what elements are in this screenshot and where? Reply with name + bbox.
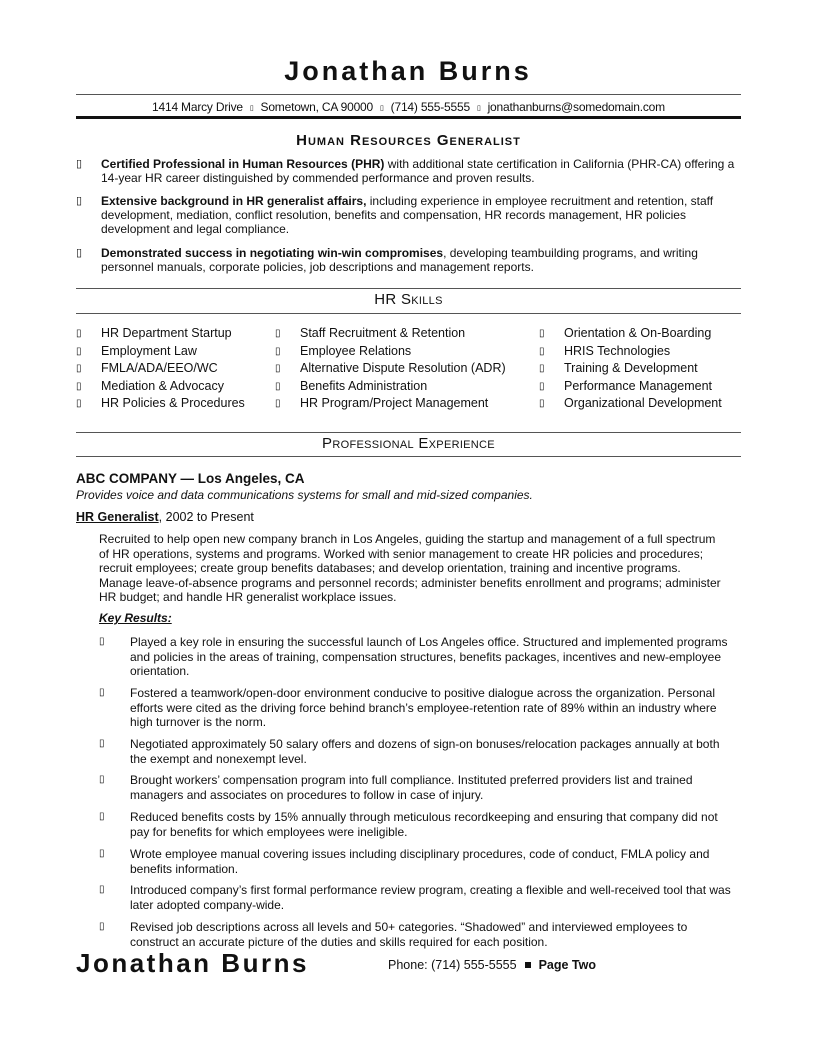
job-title: HR Generalist [76,510,159,524]
bullet-icon: ▯ [76,345,82,357]
key-result-text: Reduced benefits costs by 15% annually through meticulous recordkeeping and ensuring that company did not pay for benefits for which employees were ineligible. [130,810,718,839]
separator-icon: ▯ [249,104,254,112]
key-result-text: Introduced company’s first formal performance review program, creating a flexible and well-received tool that was later adopted company-wide. [130,883,731,912]
skill-item [76,326,266,344]
key-results-label: Key Results: [99,611,172,625]
skill-label: Mediation & Advocacy [101,378,224,393]
summary-highlight: Certified Professional in Human Resources (PHR) [101,157,385,171]
bullet-icon: ▯ [539,345,545,357]
footer-info [388,958,596,972]
skill-label: Performance Management [564,378,712,393]
summary-text [101,246,737,274]
bullet-icon: ▯ [539,398,545,409]
job-dates: , 2002 to Present [158,510,254,524]
key-result-text: Revised job descriptions across all levels and 50+ categories. “Shadowed” and interviewed employees to construct an accurate picture of the duties and skills required for each position. [130,920,688,949]
footer-phone: Phone: (714) 555-5555 [388,958,517,972]
skill-item [275,379,535,397]
experience-title: Professional Experience [322,435,495,452]
bullet-icon: ▯ [275,328,281,339]
skill-label: Training & Development [564,361,698,375]
skill-label: Employee Relations [300,343,412,358]
skills-top-divider [76,288,741,289]
bullet-icon: ▯ [99,811,105,822]
skill-label: HR Program/Project Management [300,396,489,410]
bullet-icon: ▯ [275,363,281,374]
contact-divider [76,116,741,119]
summary-item [76,246,741,291]
skill-item [76,361,266,379]
job-description: Recruited to help open new company branch in Los Angeles, guiding the startup and management of a full spectrum of HR operations, systems and programs. Worked with senior management to create HR policies and procedures; recruit employees; create group benefits databases; and develop orientation, training and incentive programs. Manage leave-of-absence programs and personnel records; administer benefits enrollment and programs; administer HR budget; and handle HR generalist workplace issues. [99,532,721,604]
bullet-icon: ▯ [99,848,105,859]
bullet-icon: ▯ [99,636,105,647]
skills-column-1 [76,326,266,414]
skill-item [539,344,739,362]
skill-label: HR Policies & Procedures [101,396,245,410]
summary-detail: with additional state certification in California (PHR-CA) offering a 14-year HR career distinguished by commended performance and proven results. [101,157,735,185]
separator-icon: ▯ [476,104,481,112]
bullet-icon: ▯ [275,345,281,357]
bullet-icon: ▯ [76,158,83,170]
skill-item [539,396,739,414]
skill-item [539,326,739,344]
separator-icon: ▯ [380,104,384,112]
bullet-icon: ▯ [99,884,105,895]
bullet-icon: ▯ [539,380,545,392]
bullet-icon: ▯ [76,328,82,339]
key-result-text: Fostered a teamwork/open-door environment conducive to positive dialogue across the organization. Personal efforts were cited as the driving force behind branch’s employee-retention rate of 89% within an industry where high turnover is the norm. [130,686,717,729]
skill-item [76,344,266,362]
skill-label: Alternative Dispute Resolution (ADR) [300,361,506,375]
bullet-icon: ▯ [76,398,82,409]
skills-column-3 [539,326,739,414]
skills-column-2 [275,326,535,414]
key-result-text: Played a key role in ensuring the successful launch of Los Angeles office. Structured and implemented programs and policies in the areas of training, compensation structures, benefits packages, incentives and new-employee orientation. [130,635,728,678]
square-bullet-icon [525,962,531,968]
bullet-icon: ▯ [275,380,281,392]
summary-highlight: Demonstrated success in negotiating win-win compromises [101,246,444,260]
skills-bottom-divider [76,313,741,314]
company-description: Provides voice and data communications systems for small and mid-sized companies. [76,488,533,502]
bullet-icon: ▯ [76,363,82,374]
resume-name: Jonathan Burns [284,56,532,86]
headline: Human Resources Generalist [296,132,521,149]
summary-detail: , developing teambuilding programs, and writing personnel manuals, corporate policies, job descriptions and management reports. [101,246,698,274]
header-divider [76,94,741,95]
bullet-icon: ▯ [99,774,105,785]
skill-label: HR Department Startup [101,326,232,340]
skill-label: Benefits Administration [300,378,428,393]
summary-item [76,194,741,239]
bullet-icon: ▯ [76,195,83,207]
skill-label: HRIS Technologies [564,343,671,358]
skill-item [76,396,266,414]
bullet-icon: ▯ [76,247,83,259]
skill-item [539,379,739,397]
skill-item [275,396,535,414]
job-line [76,510,254,524]
address: 1414 Marcy Drive [152,100,243,114]
bullet-icon: ▯ [539,363,545,374]
skill-label: Employment Law [101,343,197,358]
skills-title: HR Skills [374,291,443,308]
summary-text [101,194,737,236]
skill-item [76,379,266,397]
summary-text [101,157,737,185]
key-result-text: Wrote employee manual covering issues including disciplinary procedures, code of conduct, FMLA policy and benefits information. [130,847,710,876]
skill-label: Staff Recruitment & Retention [300,326,466,340]
experience-bottom-divider [76,456,741,457]
summary-highlight: Extensive background in HR generalist affairs, [101,194,367,208]
company-name: ABC COMPANY — Los Angeles, CA [76,471,305,486]
key-result-item [99,686,739,730]
key-result-text: Brought workers’ compensation program into full compliance. Instituted preferred providers list and trained managers and associates on procedures to follow in case of injury. [130,773,693,802]
experience-top-divider [76,432,741,433]
skill-item [275,326,535,344]
bullet-icon: ▯ [539,328,545,339]
bullet-icon: ▯ [99,687,105,698]
footer-name: Jonathan Burns [76,948,309,978]
bullet-icon: ▯ [99,738,105,749]
city: Sometown, CA 90000 [260,100,374,114]
skill-item [275,361,535,379]
summary-detail: including experience in employee recruitment and retention, staff development, mediation, conflict resolution, benefits and compensation, HR records management, HR policies development and legal compliance. [101,194,714,236]
skill-item [539,361,739,379]
key-result-text: Negotiated approximately 50 salary offers and dozens of sign-on bonuses/relocation packages annually at both the exempt and nonexempt level. [130,737,720,766]
bullet-icon: ▯ [275,398,281,409]
bullet-icon: ▯ [99,921,105,932]
bullet-icon: ▯ [76,380,82,392]
footer-page: Page Two [538,958,596,972]
skill-label: Orientation & On-Boarding [564,326,712,340]
contact-line [76,100,741,114]
email[interactable]: jonathanburns@somedomain.com [487,100,665,114]
skill-label: FMLA/ADA/EEO/WC [101,361,218,375]
skill-label: Organizational Development [564,396,722,410]
skill-item [275,344,535,362]
phone: (714) 555-5555 [390,100,470,114]
key-result-item [99,635,739,679]
